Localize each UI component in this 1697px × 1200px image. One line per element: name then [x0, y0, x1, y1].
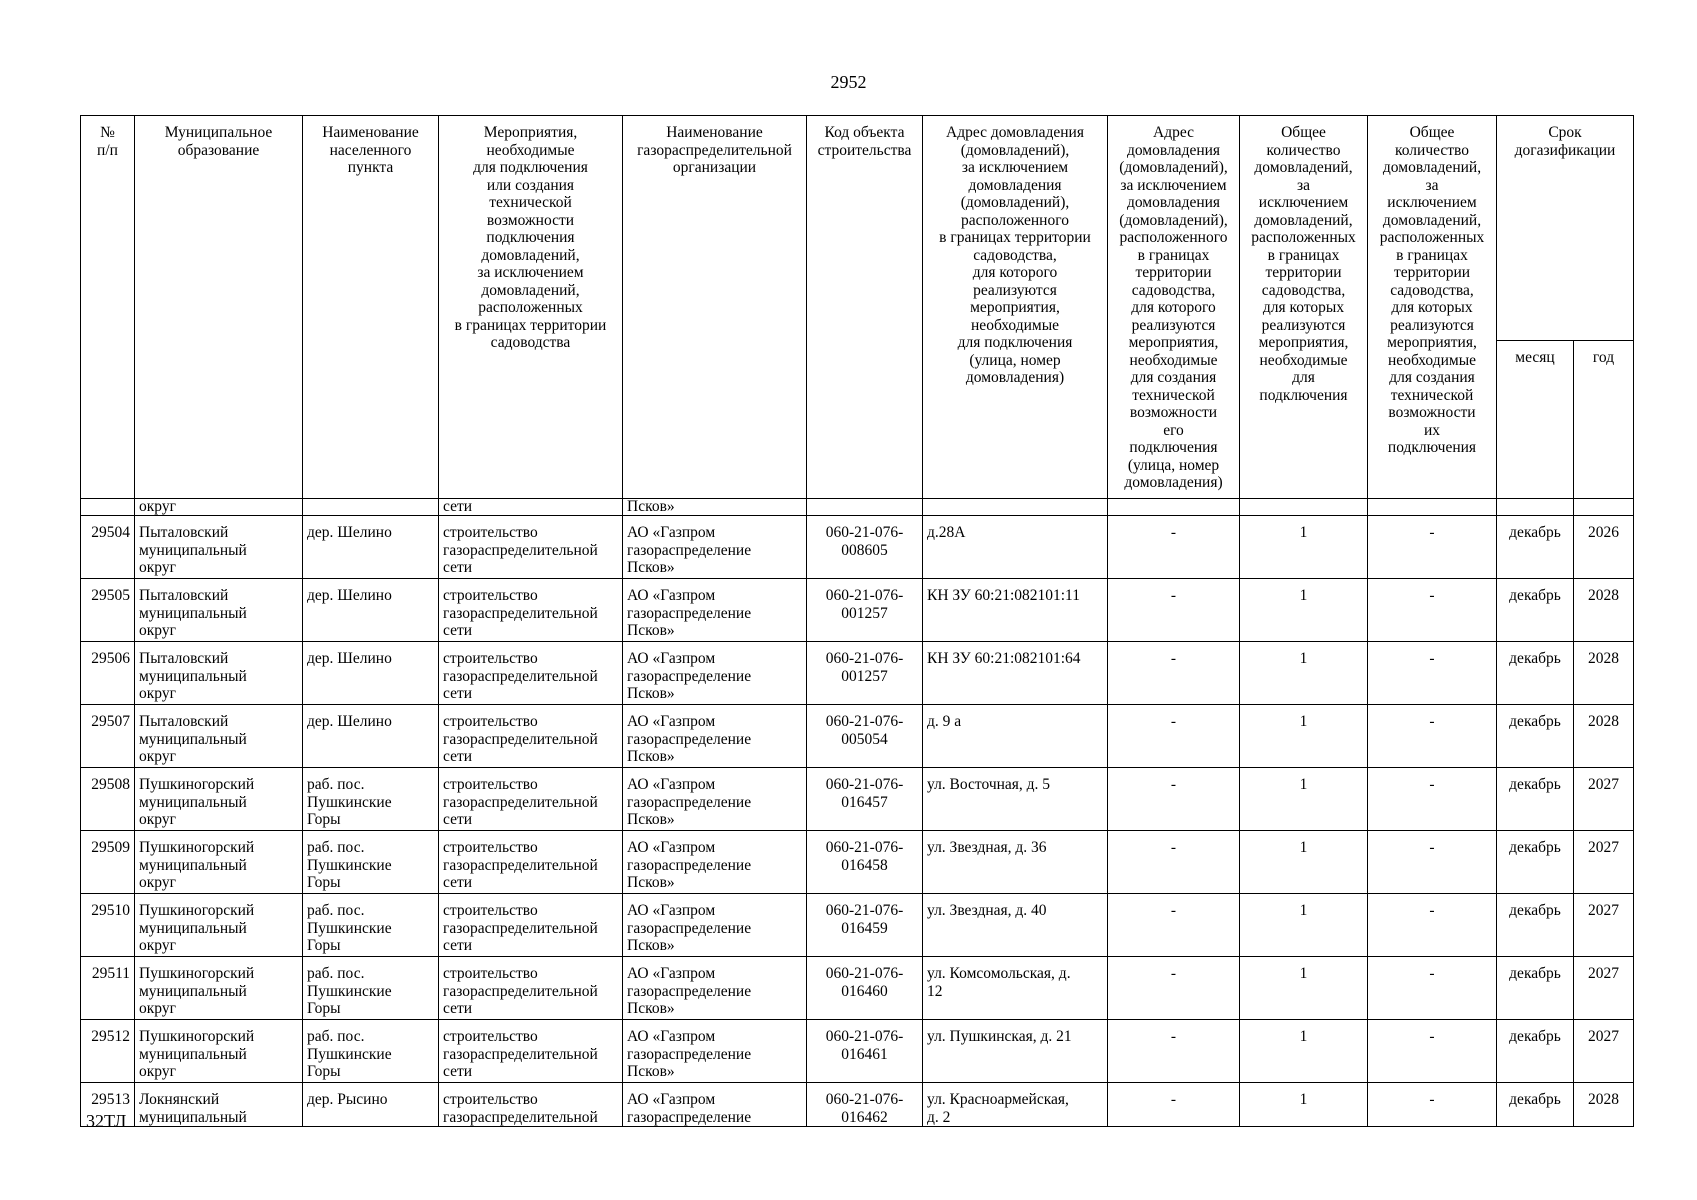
header-year: год [1574, 340, 1634, 498]
table-row [81, 768, 1634, 831]
cell-settlement: раб. пос. Пушкинские Горы [303, 894, 439, 957]
cell-total-tech: - [1368, 642, 1497, 705]
cell-month: декабрь [1497, 768, 1574, 831]
cell-measures: строительство газораспределительной сети [439, 957, 623, 1020]
cell-address-connect: д. 9 а [923, 705, 1108, 768]
cell-measures: строительство газораспределительной сети [439, 831, 623, 894]
cell-address-connect: ул. Пушкинская, д. 21 [923, 1020, 1108, 1083]
header-row [81, 116, 1634, 341]
cell-month: декабрь [1497, 516, 1574, 579]
cell-address-tech: - [1108, 1083, 1240, 1127]
header-object-code: Код объекта строительства [807, 116, 923, 499]
cell-year: 2028 [1574, 1083, 1634, 1127]
cell-month: декабрь [1497, 642, 1574, 705]
cell-municipality: Пушкиногорский муниципальный округ [135, 957, 303, 1020]
cell-num: 29505 [81, 579, 135, 642]
cell-municipality: Пушкиногорский муниципальный округ [135, 1020, 303, 1083]
cell-object-code [807, 499, 923, 516]
cell-gas-org: АО «Газпром газораспределение Псков» [623, 1020, 807, 1083]
table-row [81, 1083, 1634, 1127]
cell-measures: строительство газораспределительной [439, 1083, 623, 1127]
cell-gas-org: АО «Газпром газораспределение Псков» [623, 831, 807, 894]
cell-object-code: 060-21-076- 001257 [807, 642, 923, 705]
table-row [81, 831, 1634, 894]
cell-settlement: дер. Шелино [303, 705, 439, 768]
cell-object-code: 060-21-076- 016461 [807, 1020, 923, 1083]
cell-year: 2027 [1574, 957, 1634, 1020]
cell-total-tech: - [1368, 1020, 1497, 1083]
cell-municipality: округ [135, 499, 303, 516]
cell-total-connect: 1 [1240, 831, 1368, 894]
table-row [81, 642, 1634, 705]
cell-measures: строительство газораспределительной сети [439, 642, 623, 705]
cell-month: декабрь [1497, 894, 1574, 957]
cell-address-tech: - [1108, 831, 1240, 894]
cell-measures: строительство газораспределительной сети [439, 516, 623, 579]
cell-settlement: раб. пос. Пушкинские Горы [303, 768, 439, 831]
gasification-table [80, 115, 1634, 1127]
cell-gas-org: АО «Газпром газораспределение Псков» [623, 516, 807, 579]
cell-municipality: Пыталовский муниципальный округ [135, 642, 303, 705]
cell-num: 29511 [81, 957, 135, 1020]
cell-year: 2027 [1574, 1020, 1634, 1083]
header-settlement: Наименование населенного пункта [303, 116, 439, 499]
cell-object-code: 060-21-076- 016460 [807, 957, 923, 1020]
cell-month: декабрь [1497, 1083, 1574, 1127]
cell-num: 29513 [81, 1083, 135, 1127]
cell-address-tech [1108, 499, 1240, 516]
header-deadline: Срок догазификации [1497, 116, 1634, 341]
cell-month [1497, 499, 1574, 516]
cell-total-connect: 1 [1240, 516, 1368, 579]
cell-gas-org: АО «Газпром газораспределение Псков» [623, 642, 807, 705]
cell-num [81, 499, 135, 516]
cell-address-tech: - [1108, 768, 1240, 831]
continuation-row [81, 499, 1634, 516]
cell-total-tech: - [1368, 957, 1497, 1020]
cell-address-tech: - [1108, 957, 1240, 1020]
cell-address-connect: КН ЗУ 60:21:082101:64 [923, 642, 1108, 705]
table-row [81, 579, 1634, 642]
cell-total-connect: 1 [1240, 705, 1368, 768]
cell-gas-org: АО «Газпром газораспределение Псков» [623, 705, 807, 768]
cell-year [1574, 499, 1634, 516]
table-row [81, 516, 1634, 579]
cell-measures: строительство газораспределительной сети [439, 705, 623, 768]
header-total-tech: Общее количество домовладений, за исключением домовладений, расположенных в границах территории садоводства, для которых реализуются мероприятия, необходимые для создания технической возможности их подключения [1368, 116, 1497, 499]
header-month: месяц [1497, 340, 1574, 498]
cell-object-code: 060-21-076- 005054 [807, 705, 923, 768]
cell-gas-org: АО «Газпром газораспределение [623, 1083, 807, 1127]
header-total-connect: Общее количество домовладений, за исключением домовладений, расположенных в границах территории садоводства, для которых реализуются мероприятия, необходимые для подключения [1240, 116, 1368, 499]
cell-month: декабрь [1497, 705, 1574, 768]
cell-year: 2027 [1574, 831, 1634, 894]
cell-municipality: Пушкиногорский муниципальный округ [135, 831, 303, 894]
cell-municipality: Локнянский муниципальный [135, 1083, 303, 1127]
cell-month: декабрь [1497, 957, 1574, 1020]
cell-settlement: дер. Шелино [303, 579, 439, 642]
cell-object-code: 060-21-076- 001257 [807, 579, 923, 642]
cell-num: 29504 [81, 516, 135, 579]
cell-object-code: 060-21-076- 016457 [807, 768, 923, 831]
cell-settlement: раб. пос. Пушкинские Горы [303, 1020, 439, 1083]
cell-year: 2028 [1574, 642, 1634, 705]
cell-total-tech: - [1368, 705, 1497, 768]
cell-total-tech: - [1368, 1083, 1497, 1127]
cell-total-connect: 1 [1240, 642, 1368, 705]
cell-total-tech: - [1368, 831, 1497, 894]
cell-total-tech: - [1368, 894, 1497, 957]
cell-total-connect: 1 [1240, 894, 1368, 957]
cell-total-tech: - [1368, 768, 1497, 831]
cell-gas-org: АО «Газпром газораспределение Псков» [623, 894, 807, 957]
cell-municipality: Пыталовский муниципальный округ [135, 705, 303, 768]
cell-total-tech: - [1368, 579, 1497, 642]
cell-gas-org: Псков» [623, 499, 807, 516]
cell-settlement: раб. пос. Пушкинские Горы [303, 831, 439, 894]
cell-object-code: 060-21-076- 016462 [807, 1083, 923, 1127]
table-header [81, 116, 1634, 499]
cell-num: 29508 [81, 768, 135, 831]
cell-address-connect: ул. Красноармейская, д. 2 [923, 1083, 1108, 1127]
cell-measures: сети [439, 499, 623, 516]
cell-object-code: 060-21-076- 008605 [807, 516, 923, 579]
cell-address-tech: - [1108, 705, 1240, 768]
header-measures: Мероприятия, необходимые для подключения или создания технической возможности подключения домовладений, за исключением домовладений, расположенных в границах территории садоводства [439, 116, 623, 499]
cell-address-connect [923, 499, 1108, 516]
cell-gas-org: АО «Газпром газораспределение Псков» [623, 768, 807, 831]
header-municipality: Муниципальное образование [135, 116, 303, 499]
cell-month: декабрь [1497, 1020, 1574, 1083]
cell-address-tech: - [1108, 579, 1240, 642]
document-code: 32ТЛ [86, 1111, 127, 1131]
cell-address-connect: ул. Комсомольская, д. 12 [923, 957, 1108, 1020]
cell-municipality: Пыталовский муниципальный округ [135, 579, 303, 642]
cell-address-connect: ул. Звездная, д. 36 [923, 831, 1108, 894]
table-row [81, 1020, 1634, 1083]
header-num: № п/п [81, 116, 135, 499]
cell-measures: строительство газораспределительной сети [439, 768, 623, 831]
cell-settlement: дер. Шелино [303, 516, 439, 579]
cell-total-connect: 1 [1240, 1083, 1368, 1127]
cell-address-tech: - [1108, 894, 1240, 957]
cell-municipality: Пушкиногорский муниципальный округ [135, 894, 303, 957]
cell-total-connect: 1 [1240, 768, 1368, 831]
cell-settlement: раб. пос. Пушкинские Горы [303, 957, 439, 1020]
cell-total-tech [1368, 499, 1497, 516]
cell-address-connect: ул. Звездная, д. 40 [923, 894, 1108, 957]
header-address-tech: Адрес домовладения (домовладений), за исключением домовладения (домовладений), расположенного в границах территории садоводства, для которого реализуются мероприятия, необходимые для создания технической возможности его подключения (улица, номер домовладения) [1108, 116, 1240, 499]
table-body [81, 499, 1634, 1127]
cell-settlement: дер. Шелино [303, 642, 439, 705]
cell-num: 29507 [81, 705, 135, 768]
cell-total-connect: 1 [1240, 579, 1368, 642]
cell-year: 2027 [1574, 768, 1634, 831]
cell-object-code: 060-21-076- 016459 [807, 894, 923, 957]
cell-year: 2028 [1574, 579, 1634, 642]
cell-settlement [303, 499, 439, 516]
cell-num: 29509 [81, 831, 135, 894]
cell-settlement: дер. Рысино [303, 1083, 439, 1127]
cell-address-connect: ул. Восточная, д. 5 [923, 768, 1108, 831]
header-address-connect: Адрес домовладения (домовладений), за исключением домовладения (домовладений), расположенного в границах территории садоводства, для которого реализуются мероприятия, необходимые для подключения (улица, номер домовладения) [923, 116, 1108, 499]
page-number: 2952 [830, 72, 867, 92]
table-row [81, 705, 1634, 768]
cell-address-connect: КН ЗУ 60:21:082101:11 [923, 579, 1108, 642]
cell-total-connect: 1 [1240, 1020, 1368, 1083]
cell-object-code: 060-21-076- 016458 [807, 831, 923, 894]
cell-num: 29506 [81, 642, 135, 705]
cell-total-connect: 1 [1240, 957, 1368, 1020]
cell-measures: строительство газораспределительной сети [439, 894, 623, 957]
cell-municipality: Пыталовский муниципальный округ [135, 516, 303, 579]
table-row [81, 894, 1634, 957]
cell-month: декабрь [1497, 579, 1574, 642]
cell-month: декабрь [1497, 831, 1574, 894]
cell-measures: строительство газораспределительной сети [439, 579, 623, 642]
cell-gas-org: АО «Газпром газораспределение Псков» [623, 957, 807, 1020]
cell-gas-org: АО «Газпром газораспределение Псков» [623, 579, 807, 642]
cell-address-tech: - [1108, 1020, 1240, 1083]
table-row [81, 957, 1634, 1020]
cell-year: 2027 [1574, 894, 1634, 957]
cell-address-connect: д.28А [923, 516, 1108, 579]
cell-total-connect [1240, 499, 1368, 516]
cell-num: 29510 [81, 894, 135, 957]
cell-total-tech: - [1368, 516, 1497, 579]
cell-address-tech: - [1108, 642, 1240, 705]
cell-municipality: Пушкиногорский муниципальный округ [135, 768, 303, 831]
header-gas-org: Наименование газораспределительной организации [623, 116, 807, 499]
cell-measures: строительство газораспределительной сети [439, 1020, 623, 1083]
cell-year: 2028 [1574, 705, 1634, 768]
cell-address-tech: - [1108, 516, 1240, 579]
cell-num: 29512 [81, 1020, 135, 1083]
cell-year: 2026 [1574, 516, 1634, 579]
